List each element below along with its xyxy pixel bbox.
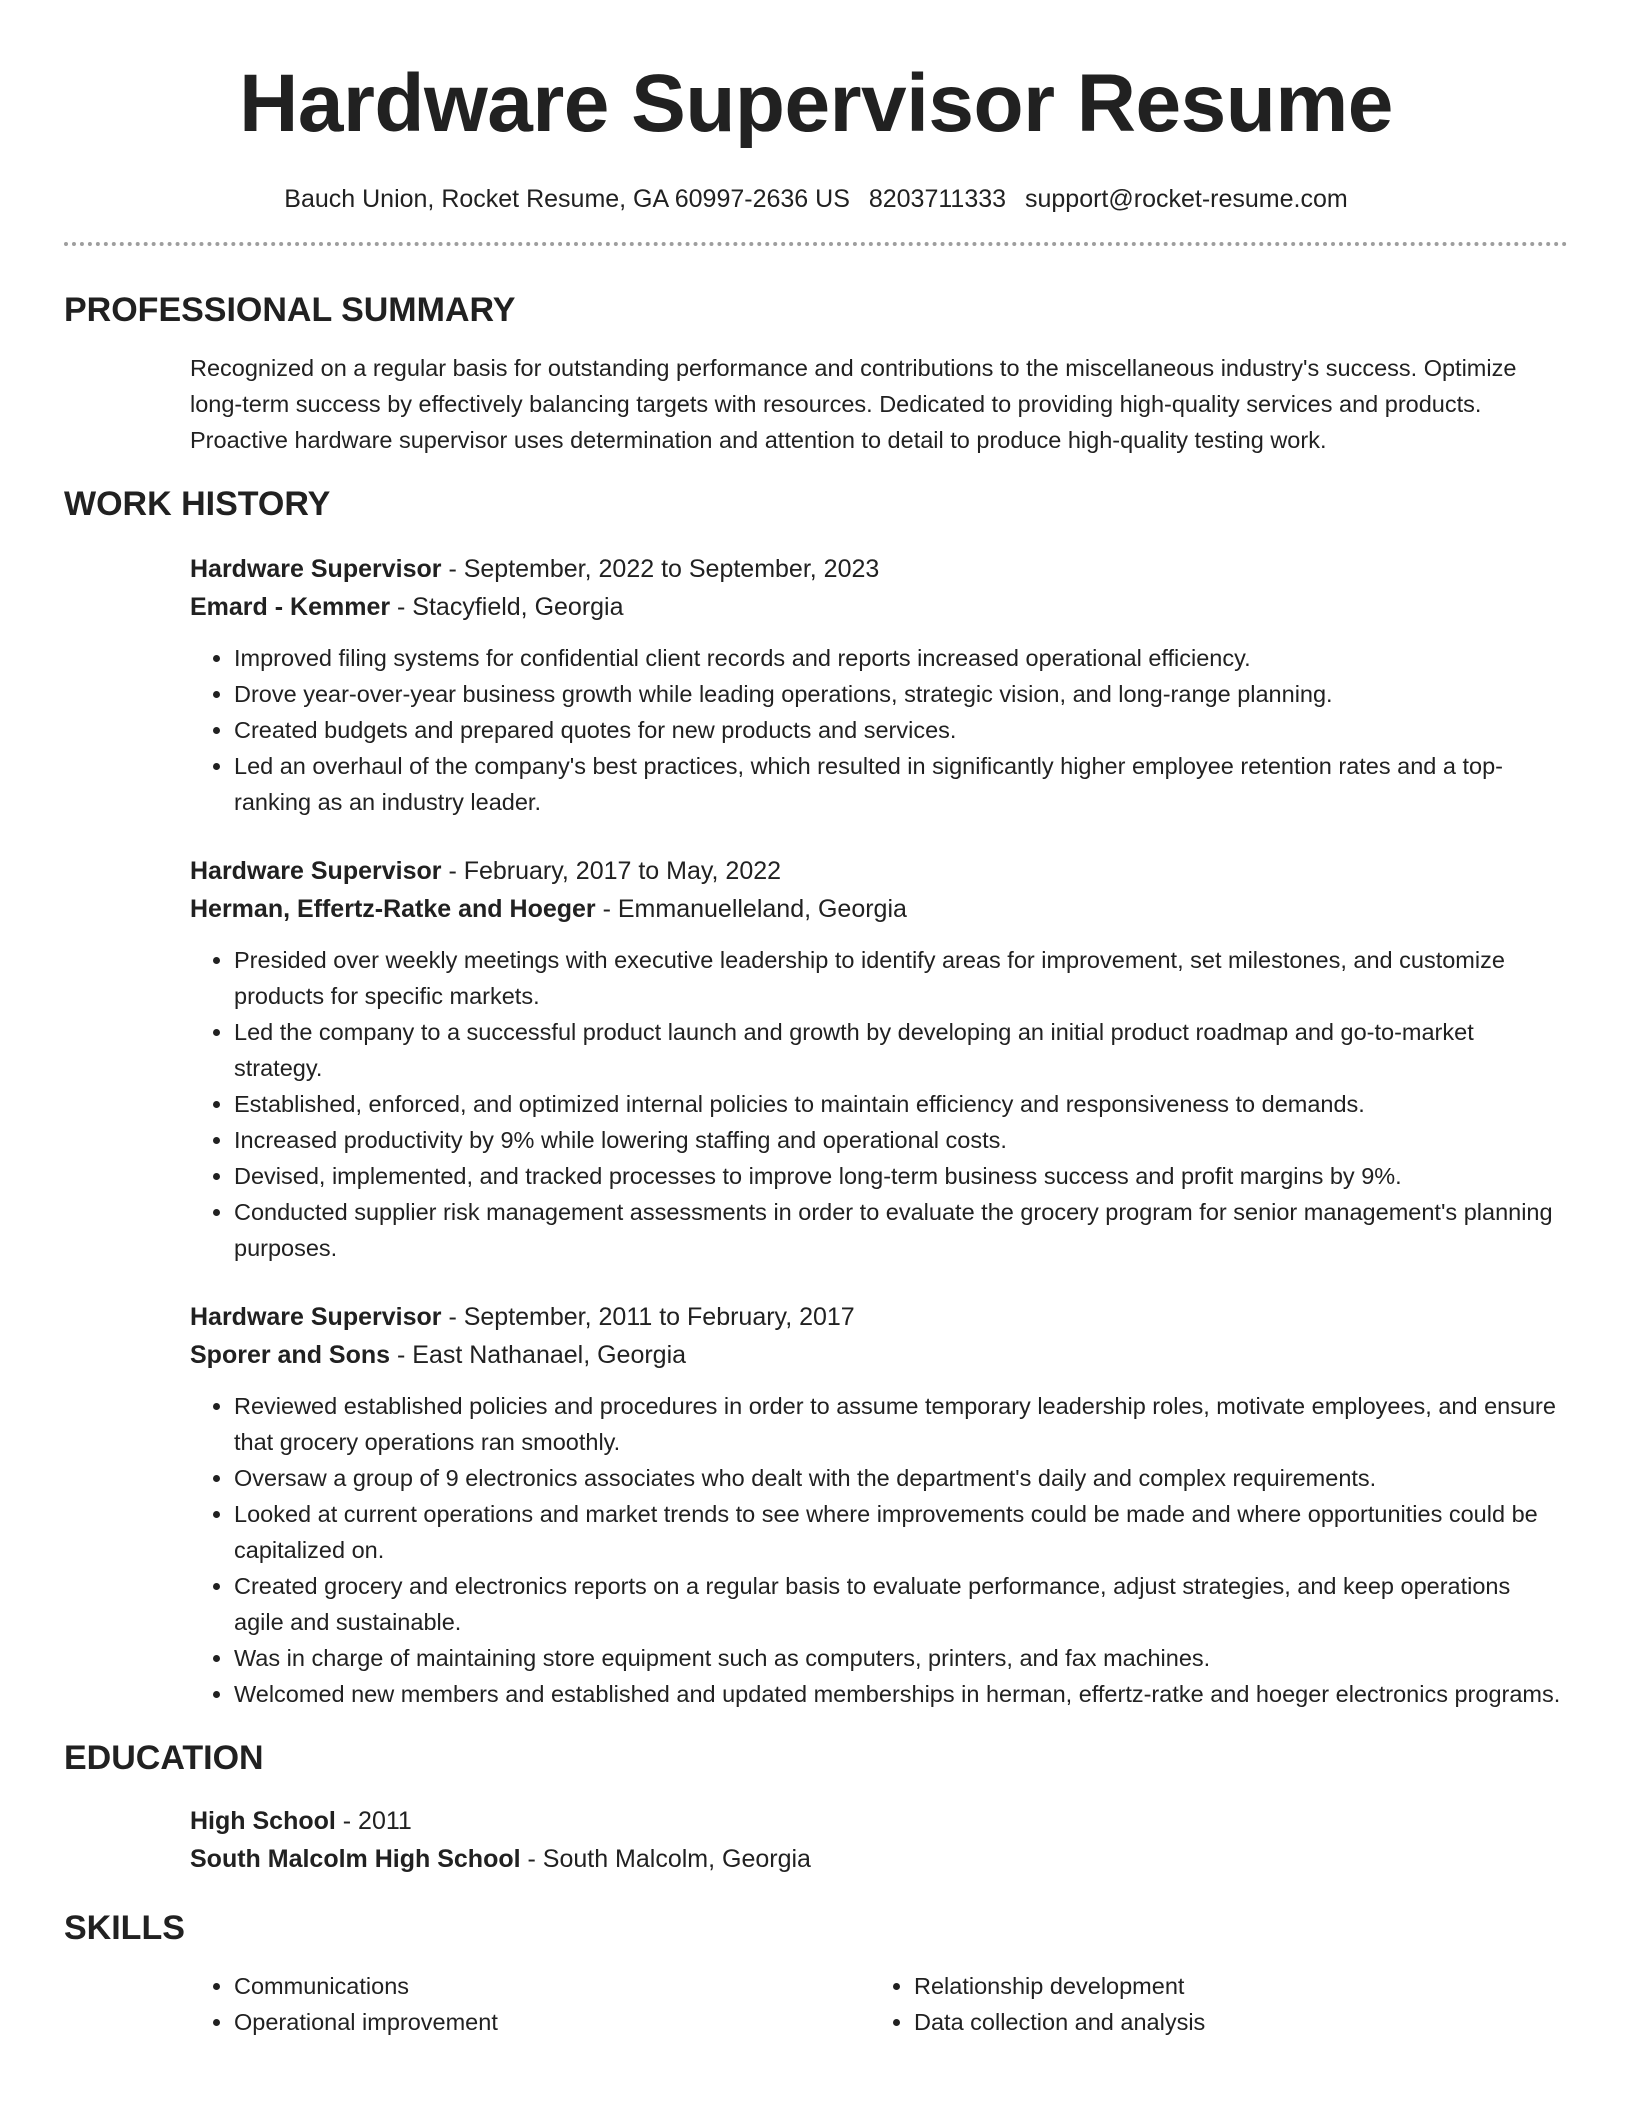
job-bullet: • Drove year-over-year business growth while leading operations, strategic vision, and long-range planning. — [234, 676, 1564, 712]
job-bullet: • Increased productivity by 9% while lowering staffing and operational costs. — [234, 1122, 1564, 1158]
job-title-line — [190, 550, 1568, 588]
education-location: - South Malcolm, Georgia — [520, 1845, 811, 1873]
job-title-line — [190, 1298, 1568, 1336]
job-title-line — [190, 852, 1568, 890]
job-entry — [190, 1298, 1568, 1712]
job-bullet: • Created grocery and electronics reports on a regular basis to evaluate performance, adjust strategies, and keep operations agile and sustainable. — [234, 1568, 1564, 1640]
education-heading: EDUCATION — [64, 1739, 264, 1777]
job-company: Sporer and Sons — [190, 1341, 391, 1369]
job-bullet: • Conducted supplier risk management assessments in order to evaluate the grocery program for senior management's planning purposes. — [234, 1194, 1564, 1266]
skills-column-right — [870, 1968, 1550, 2040]
job-title: Hardware Supervisor — [190, 1303, 442, 1331]
job-bullet: • Led an overhaul of the company's best practices, which resulted in significantly higher employee retention rates and a top-ranking as an industry leader. — [234, 748, 1564, 820]
job-entry — [190, 852, 1568, 1266]
job-company: Herman, Effertz-Ratke and Hoeger — [190, 895, 596, 923]
job-location: - Emmanuelleland, Georgia — [595, 895, 907, 923]
contact-phone: 8203711333 — [868, 185, 1007, 213]
job-location: - Stacyfield, Georgia — [390, 593, 624, 621]
skills-heading: SKILLS — [64, 1909, 185, 1947]
job-bullet: • Devised, implemented, and tracked processes to improve long-term business success and profit margins by 9%. — [234, 1158, 1564, 1194]
job-dates: - September, 2011 to February, 2017 — [441, 1303, 855, 1331]
summary-heading: PROFESSIONAL SUMMARY — [64, 291, 516, 329]
skills-grid — [190, 1968, 1550, 2040]
job-bullet: • Reviewed established policies and procedures in order to assume temporary leadership roles, motivate employees, and ensure that grocery operations ran smoothly. — [234, 1388, 1564, 1460]
skills-column-left — [190, 1968, 870, 2040]
education-school: South Malcolm High School — [190, 1845, 521, 1873]
job-bullets — [190, 942, 1564, 1266]
job-bullets — [190, 1388, 1564, 1712]
job-dates: - September, 2022 to September, 2023 — [441, 555, 880, 583]
job-company-line — [190, 588, 1568, 626]
job-bullet: • Improved filing systems for confidential client records and reports increased operational efficiency. — [234, 640, 1564, 676]
job-bullet: • Looked at current operations and market trends to see where improvements could be made and where opportunities could be capitalized on. — [234, 1496, 1564, 1568]
job-title: Hardware Supervisor — [190, 555, 442, 583]
job-title: Hardware Supervisor — [190, 857, 442, 885]
contact-address: Bauch Union, Rocket Resume, GA 60997-2636 US — [284, 185, 850, 213]
resume-title: Hardware Supervisor Resume — [239, 58, 1393, 149]
job-company-line — [190, 1336, 1568, 1374]
education-year: - 2011 — [335, 1807, 412, 1835]
education-school-line — [190, 1840, 1568, 1878]
education-degree-line — [190, 1802, 1568, 1840]
job-bullet: • Presided over weekly meetings with executive leadership to identify areas for improvement, set milestones, and customize products for specific markets. — [234, 942, 1564, 1014]
job-bullet: • Welcomed new members and established and updated memberships in herman, effertz-ratke and hoeger electronics programs. — [234, 1676, 1564, 1712]
job-bullet: • Established, enforced, and optimized internal policies to maintain efficiency and responsiveness to demands. — [234, 1086, 1564, 1122]
job-dates: - February, 2017 to May, 2022 — [441, 857, 782, 885]
job-bullets — [190, 640, 1564, 820]
job-location: - East Nathanael, Georgia — [390, 1341, 687, 1369]
contact-email: support@rocket-resume.com — [1024, 185, 1348, 213]
education-degree: High School — [190, 1807, 336, 1835]
summary-text: Recognized on a regular basis for outstanding performance and contributions to the miscellaneous industry's success. Optimize long-term success by effectively balancing targets with resources. Dedicated to providing high-quality services and products. Proactive hardware supervisor uses determination and attention to detail to produce high-quality testing work. — [190, 355, 1517, 453]
education-entry — [190, 1802, 1568, 1878]
header-divider — [64, 242, 1568, 246]
job-bullet: • Oversaw a group of 9 electronics associates who dealt with the department's daily and complex requirements. — [234, 1460, 1564, 1496]
work-history-heading: WORK HISTORY — [64, 485, 331, 523]
skill-item: • Relationship development — [914, 1968, 1550, 2004]
job-bullet: • Created budgets and prepared quotes for new products and services. — [234, 712, 1564, 748]
job-company: Emard - Kemmer — [190, 593, 391, 621]
job-bullet: • Led the company to a successful product launch and growth by developing an initial product roadmap and go-to-market strategy. — [234, 1014, 1564, 1086]
skill-item: • Communications — [234, 1968, 870, 2004]
job-company-line — [190, 890, 1568, 928]
skill-item: • Operational improvement — [234, 2004, 870, 2040]
contact-line — [64, 182, 1568, 216]
job-bullet: • Was in charge of maintaining store equipment such as computers, printers, and fax machines. — [234, 1640, 1564, 1676]
job-entry — [190, 550, 1568, 820]
skill-item: • Data collection and analysis — [914, 2004, 1550, 2040]
resume-page — [64, 0, 1568, 2040]
